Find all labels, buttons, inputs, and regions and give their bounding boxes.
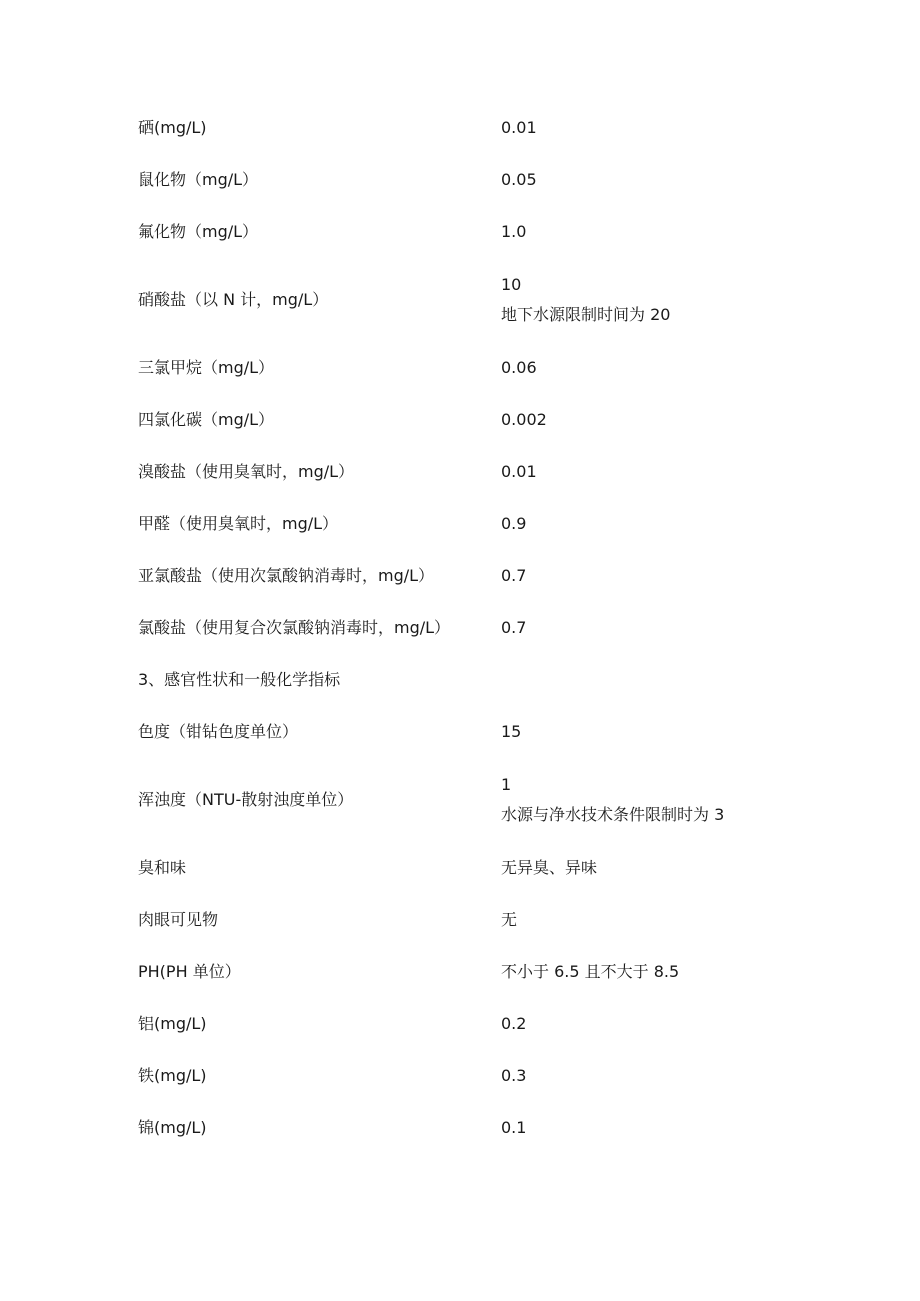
table-row — [138, 550, 788, 602]
table-row — [138, 154, 788, 206]
limit-value-group — [501, 270, 788, 330]
limit-value: 0.01 — [501, 118, 537, 137]
indicator-label: 四氯化碳（mg/L） — [138, 410, 275, 429]
table-row — [138, 602, 788, 654]
indicator-label: 铁(mg/L) — [138, 1066, 207, 1085]
indicator-label: 氯酸盐（使用复合次氯酸钠消毒时，mg/L） — [138, 618, 451, 637]
indicator-label: 溴酸盐（使用臭氧时，mg/L） — [138, 462, 355, 481]
limit-value: 0.9 — [501, 514, 527, 533]
indicator-label: 鼠化物（mg/L） — [138, 170, 259, 189]
table-row — [138, 946, 788, 998]
table-row — [138, 894, 788, 946]
limit-value: 0.06 — [501, 358, 537, 377]
table-row — [138, 258, 788, 342]
indicator-label: 甲醛（使用臭氧时，mg/L） — [138, 514, 339, 533]
table-row — [138, 446, 788, 498]
limit-value: 无异臭、异味 — [501, 858, 598, 877]
indicator-label: PH(PH 单位） — [138, 962, 241, 981]
limit-note: 水源与净水技术条件限制时为 3 — [501, 805, 725, 824]
indicator-label: 铝(mg/L) — [138, 1014, 207, 1033]
table-row — [138, 758, 788, 842]
limit-value: 1.0 — [501, 222, 527, 241]
section-heading: 3、感官性状和一般化学指标 — [138, 670, 341, 689]
limit-value: 15 — [501, 722, 522, 741]
table-row — [138, 842, 788, 894]
indicator-label: 锦(mg/L) — [138, 1118, 207, 1137]
indicator-label: 硒(mg/L) — [138, 118, 207, 137]
indicator-label: 臭和味 — [138, 858, 187, 877]
indicator-label: 色度（钳钻色度单位） — [138, 722, 299, 741]
table-row — [138, 342, 788, 394]
limit-value: 0.2 — [501, 1014, 527, 1033]
limit-value-group — [501, 770, 788, 830]
limit-value: 1 — [501, 775, 512, 794]
limit-value: 0.002 — [501, 410, 547, 429]
limit-value: 0.3 — [501, 1066, 527, 1085]
table-row — [138, 1050, 788, 1102]
table-row — [138, 706, 788, 758]
limit-value: 10 — [501, 275, 522, 294]
indicator-label: 亚氯酸盐（使用次氯酸钠消毒时，mg/L） — [138, 566, 435, 585]
table-row — [138, 102, 788, 154]
limit-value: 0.01 — [501, 462, 537, 481]
water-quality-table — [138, 102, 788, 1154]
limit-value: 0.7 — [501, 566, 527, 585]
table-row — [138, 206, 788, 258]
limit-note: 地下水源限制时间为 20 — [501, 305, 671, 324]
indicator-label: 浑浊度（NTU-散射浊度单位） — [138, 790, 354, 809]
indicator-label: 三氯甲烷（mg/L） — [138, 358, 275, 377]
limit-value: 0.7 — [501, 618, 527, 637]
table-row — [138, 394, 788, 446]
indicator-label: 硝酸盐（以 N 计，mg/L） — [138, 290, 329, 309]
table-row — [138, 998, 788, 1050]
limit-value: 无 — [501, 910, 518, 929]
indicator-label: 肉眼可见物 — [138, 910, 219, 929]
indicator-label: 氟化物（mg/L） — [138, 222, 259, 241]
limit-value: 0.05 — [501, 170, 537, 189]
limit-value: 不小于 6.5 且不大于 8.5 — [501, 962, 680, 981]
limit-value: 0.1 — [501, 1118, 527, 1137]
table-row — [138, 1102, 788, 1154]
table-row — [138, 498, 788, 550]
